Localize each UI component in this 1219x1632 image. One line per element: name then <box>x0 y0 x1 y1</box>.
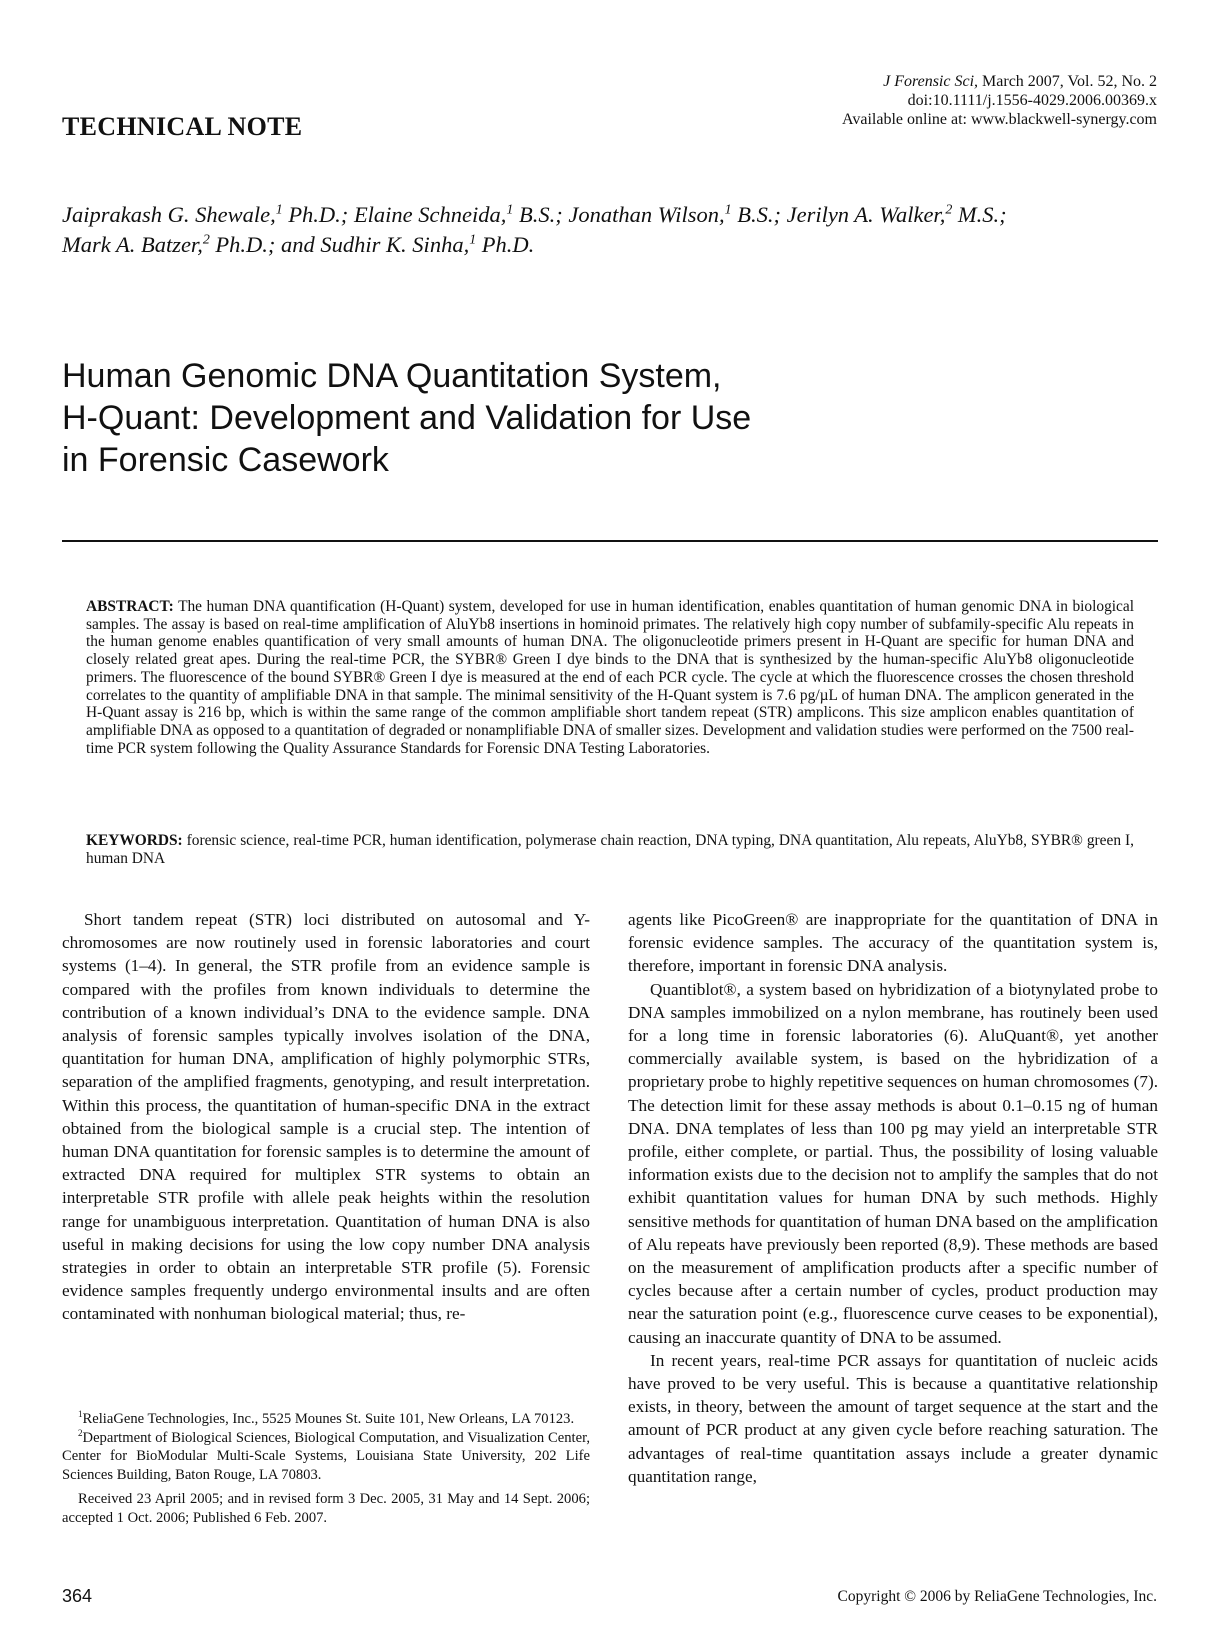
doi: doi:10.1111/j.1556-4029.2006.00369.x <box>907 92 1157 109</box>
abstract-text: The human DNA quantification (H-Quant) system, developed for use in human identification, enables quantitation of human genomic DNA in biological samples. The assay is based on real-time amplification of AluYb8 insertions in hominoid primates. The relatively high copy number of subfamily-specific Alu repeats in the human genome enables quantification of very small amounts of human DNA. The oligonucleotide primers present in H-Quant are specific for human DNA and closely related great apes. During the real-time PCR, the SYBR® Green I dye binds to the DNA that is synthesized by the human-specific AluYb8 oligonucleotide primers. The fluorescence of the bound SYBR® Green I dye is measured at the end of each PCR cycle. The cycle at which the fluorescence crosses the chosen threshold correlates to the quantity of amplifiable DNA in that sample. The minimal sensitivity of the H-Quant system is 7.6 pg/µL of human DNA. The amplicon generated in the H-Quant assay is 216 bp, which is within the same range of the common amplifiable short tandem repeat (STR) amplicons. This size amplicon enables quantitation of amplifiable DNA as opposed to a quantitation of degraded or nonamplifiable DNA of smaller sizes. Development and validation studies were performed on the 7500 real-time PCR system following the Quality Assurance Standards for Forensic DNA Testing Laboratories. <box>86 598 1134 757</box>
body-paragraph: Short tandem repeat (STR) loci distributed on autosomal and Y-chromosomes are now routinely used in forensic laboratories and court systems (1–4). In general, the STR profile from an evidence sample is compared with the profiles from known individuals to determine the contribution of a known individual’s DNA to the evidence sample. DNA analysis of forensic samples typically involves isolation of the DNA, quantitation for human DNA, amplification of highly polymorphic STRs, separation of the amplified fragments, genotyping, and result interpretation. Within this process, the quantitation of human-specific DNA in the extract obtained from the biological sample is a crucial step. The intention of human DNA quantitation for forensic samples is to determine the amount of extracted DNA required for multiplex STR systems to obtain an interpretable STR profile with allele peak heights within the resolution range for unambiguous interpretation. Quantitation of human DNA is also useful in making decisions for using the low copy number DNA analysis strategies in order to obtain an interpretable STR profile (5). Forensic evidence samples frequently undergo environmental insults and are often contaminated with nonhuman biological material; thus, re- <box>62 910 590 1324</box>
affiliation-mark: 2 <box>945 202 953 218</box>
affiliation-mark: 2 <box>202 232 210 248</box>
body-column-left <box>62 908 590 1326</box>
author-degree: M.S.; <box>952 202 1007 227</box>
keywords <box>86 832 1134 867</box>
availability-link[interactable]: Available online at: www.blackwell-synergy.com <box>841 111 1157 128</box>
author-name: Mark A. Batzer, <box>62 232 203 257</box>
section-label: TECHNICAL NOTE <box>62 112 303 141</box>
body-paragraph: agents like PicoGreen® are inappropriate for the quantitation of DNA in forensic evidence samples. The accuracy of the quantitation system is, therefore, important in forensic DNA analysis. <box>628 910 1158 976</box>
author-degree: Ph.D.; <box>282 202 349 227</box>
article-title <box>62 355 962 481</box>
author-list <box>62 200 1162 260</box>
abstract <box>86 598 1134 757</box>
received-dates: Received 23 April 2005; and in revised form 3 Dec. 2005, 31 May and 14 Sept. 2006; accepted 1 Oct. 2006; Published 6 Feb. 2007. <box>62 1491 590 1526</box>
journal-issue: March 2007, Vol. 52, No. 2 <box>978 73 1157 90</box>
author-degree: Ph.D.; <box>209 232 276 257</box>
keywords-text: forensic science, real-time PCR, human identification, polymerase chain reaction, DNA typing, DNA quantitation, Alu repeats, AluYb8, SYBR® green I, human DNA <box>86 832 1134 867</box>
title-line: in Forensic Casework <box>62 441 389 479</box>
footnote-affiliation-2 <box>62 1429 590 1485</box>
author-name: and Sudhir K. Sinha, <box>281 232 470 257</box>
body-column-right <box>628 908 1158 1488</box>
author <box>62 202 348 227</box>
footnote-affiliation-1 <box>62 1410 590 1429</box>
title-line: Human Genomic DNA Quantitation System, <box>62 357 722 395</box>
footnote-mark: 1 <box>78 1409 83 1420</box>
body-paragraph: In recent years, real-time PCR assays for quantitation of nucleic acids have proved to be very useful. This is because a quantitative relationship exists, in theory, between the amount of target sequence at the start and the amount of PCR product at any given cycle before reaching saturation. The advantages of real-time quantitation assays include a greater dynamic quantitation range, <box>628 1350 1158 1486</box>
copyright-notice: Copyright © 2006 by ReliaGene Technologies, Inc. <box>837 1588 1157 1605</box>
author <box>281 232 534 257</box>
body-paragraph: Quantiblot®, a system based on hybridization of a biotynylated probe to DNA samples immobilized on a nylon membrane, has routinely been used for a long time in forensic laboratories (6). AluQuant®, yet another commercially available system, is based on the hybridization of a proprietary probe to highly repetitive sequences on human chromosomes (7). The detection limit for these assay methods is about 0.1–0.15 ng of human DNA. DNA templates of less than 100 pg may yield an interpretable STR profile, either complete, or partial. Thus, the possibility of losing valuable information exists due to the decision not to amplify the samples that do not exhibit quantitation values for human DNA by such methods. Highly sensitive methods for quantitation of human DNA based on the amplification of Alu repeats have previously been reported (8,9). These methods are based on the measurement of amplification products after a specific number of cycles because after a certain number of cycles, product production may near the saturation point (e.g., fluorescence curve ceases to be exponential), causing an inaccurate quantity of DNA to be assumed. <box>628 979 1158 1347</box>
author-name: Elaine Schneida, <box>353 202 507 227</box>
affiliation-mark: 1 <box>469 232 477 248</box>
footnote-text: Department of Biological Sciences, Biological Computation, and Visualization Center, Center for BioModular Multi-Scale Systems, Louisiana State University, 202 Life Sciences Building, Baton Rouge, LA 70803. <box>62 1429 590 1483</box>
title-divider <box>62 540 1158 542</box>
title-line: H-Quant: Development and Validation for Use <box>62 399 752 437</box>
author-name: Jaiprakash G. Shewale, <box>62 202 276 227</box>
keywords-label: KEYWORDS: <box>86 832 183 849</box>
journal-name: J Forensic Sci, <box>883 73 979 90</box>
journal-citation <box>842 72 1157 129</box>
affiliation-mark: 1 <box>275 202 283 218</box>
author <box>568 202 781 227</box>
author-degree: Ph.D. <box>476 232 535 257</box>
author-degree: B.S.; <box>731 202 781 227</box>
affiliation-mark: 1 <box>506 202 514 218</box>
journal-issue-line <box>842 72 1157 91</box>
author-degree: B.S.; <box>513 202 563 227</box>
author-name: Jerilyn A. Walker, <box>786 202 946 227</box>
author <box>787 202 1007 227</box>
footnote-mark: 2 <box>78 1427 83 1438</box>
author <box>354 202 563 227</box>
author <box>62 232 275 257</box>
page-number: 364 <box>62 1586 93 1606</box>
affiliation-mark: 1 <box>724 202 732 218</box>
abstract-label: ABSTRACT: <box>86 598 174 615</box>
author-name: Jonathan Wilson, <box>568 202 725 227</box>
footnotes <box>62 1410 590 1527</box>
footnote-text: ReliaGene Technologies, Inc., 5525 Mounes St. Suite 101, New Orleans, LA 70123. <box>82 1411 575 1427</box>
